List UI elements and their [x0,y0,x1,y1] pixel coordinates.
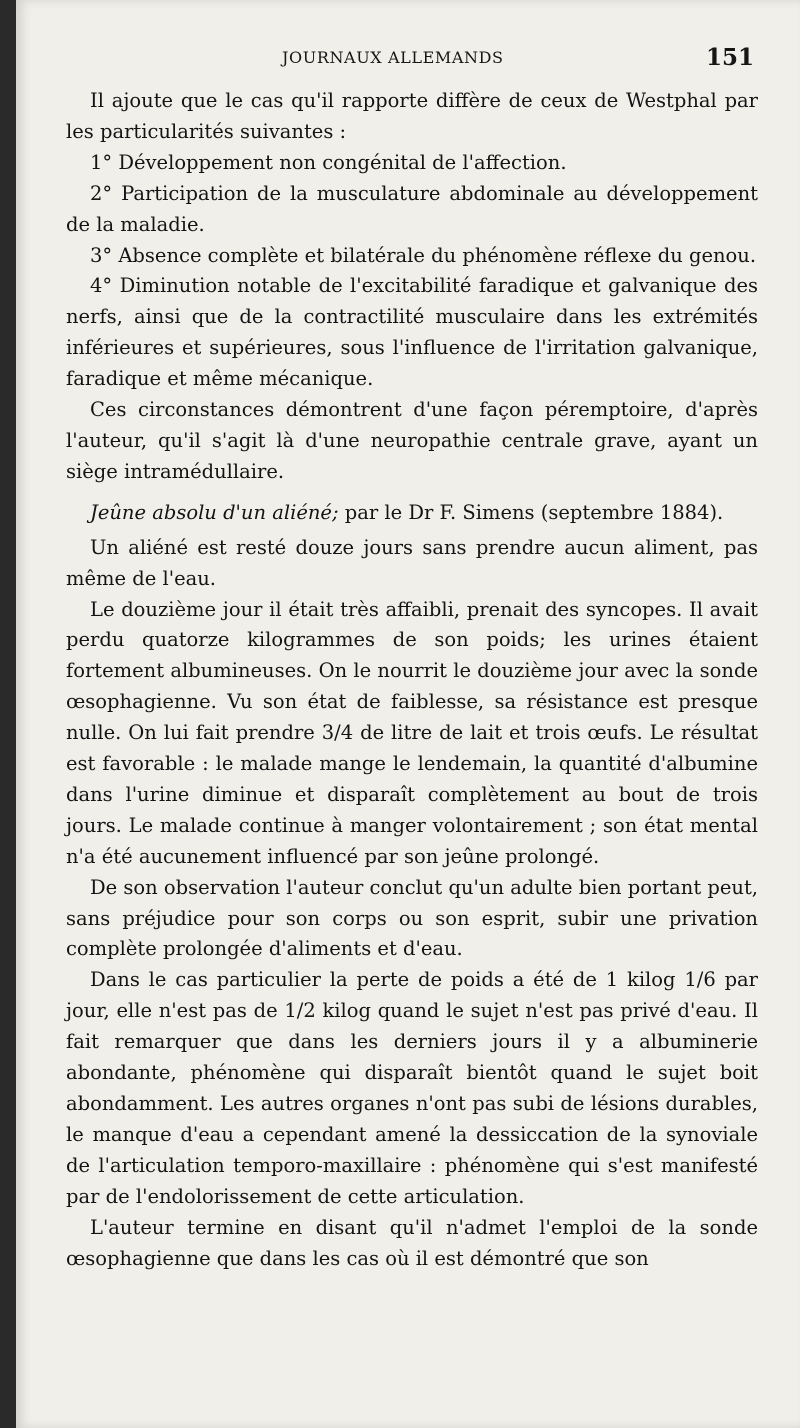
running-head: JOURNAUX ALLEMANDS [282,48,504,67]
list-item-4: 4° Diminution notable de l'excitabilité faradique et galvanique des nerfs, ainsi que de la contractilité musculaire dans les extrémités inférieures et supérieures, sous l'influence de l'irritation galvanique, faradique et même mécanique. [66,274,758,391]
paragraph: De son observation l'auteur conclut qu'un adulte bien portant peut, sans préjudice pour son corps ou son esprit, subir une privation complète prolongée d'aliments et d'eau. [66,875,758,961]
paragraph: Un aliéné est resté douze jours sans prendre aucun aliment, pas même de l'eau. [66,535,758,590]
book-page [16,0,800,1428]
paragraph-last: L'auteur termine en disant qu'il n'admet l'emploi de la sonde œsophagienne que dans les cas où il est démontré que son [66,1215,758,1270]
list-item-3: 3° Absence complète et bilatérale du phénomène réflexe du genou. [90,243,757,267]
list-item-2: 2° Participation de la musculature abdominale au développement de la maladie. [66,181,758,236]
section-title-rest: par le Dr F. Simens (septembre 1884). [338,500,724,524]
body-text [66,86,758,1274]
list-item-1: 1° Développement non congénital de l'affection. [90,150,567,174]
page-header [16,44,800,74]
paragraph-conclusion: Ces circonstances démontrent d'une façon péremptoire, d'après l'auteur, qu'il s'agit là d'une neuropathie centrale grave, ayant un siège intramédullaire. [66,398,758,483]
paragraph: Dans le cas particulier la perte de poids a été de 1 kilog 1/6 par jour, elle n'est pas de 1/2 kilog quand le sujet n'est pas privé d'eau. Il fait remarquer que dans les derniers jours il y a albuminerie abondante, phénomène qui disparaît bientôt quand le sujet boit abondamment. Les autres organes n'ont pas subi de lésions durables, le manque d'eau a cependant amené la dessiccation de la synoviale de l'articulation temporo-maxillaire : phénomène qui s'est manifesté par de l'endolorissement de cette articulation. [66,968,758,1208]
paragraph: Le douzième jour il était très affaibli, prenait des syncopes. Il avait perdu quatorze kilogrammes de son poids; les urines étaient fortement albumineuses. On le nourrit le douzième jour avec la sonde œsophagienne. Vu son état de faiblesse, sa résistance est presque nulle. On lui fait prendre 3/4 de litre de lait et trois œufs. Le résultat est favorable : le malade mange le lendemain, la quantité d'albumine dans l'urine diminue et disparaît complètement au bout de trois jours. Le malade continue à manger volontairement ; son état mental n'a été aucunement influencé par son jeûne prolongé. [66,597,758,868]
section-title-italic: Jeûne absolu d'un aliéné; [90,500,339,524]
page-number: 151 [705,44,754,71]
section-title [66,498,758,529]
paragraph-intro: Il ajoute que le cas qu'il rapporte diffère de ceux de Westphal par les particularités suivantes : [66,89,758,143]
